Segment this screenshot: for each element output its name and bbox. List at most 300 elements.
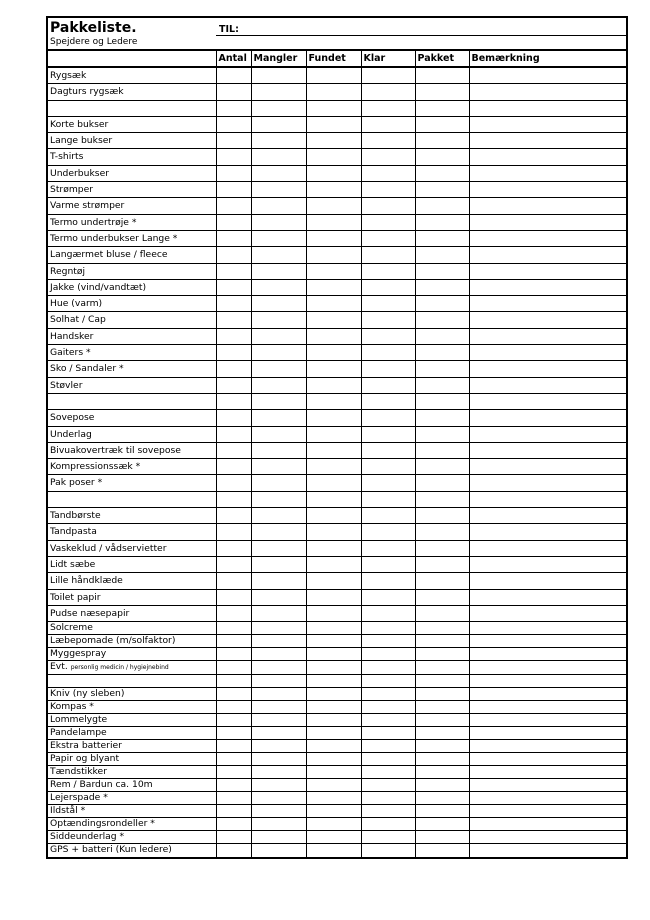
cell-antal[interactable] <box>216 792 251 805</box>
cell-bemaerkning[interactable] <box>469 377 626 393</box>
cell-bemaerkning[interactable] <box>469 165 626 181</box>
cell-pakket[interactable] <box>415 263 469 279</box>
cell-bemaerkning[interactable] <box>469 361 626 377</box>
cell-bemaerkning[interactable] <box>469 442 626 458</box>
cell-fundet[interactable] <box>306 701 361 714</box>
cell-antal[interactable] <box>216 508 251 524</box>
cell-antal[interactable] <box>216 675 251 688</box>
cell-mangler[interactable] <box>251 844 306 857</box>
cell-antal[interactable] <box>216 67 251 84</box>
cell-antal[interactable] <box>216 524 251 540</box>
cell-fundet[interactable] <box>306 279 361 295</box>
cell-fundet[interactable] <box>306 524 361 540</box>
cell-antal[interactable] <box>216 779 251 792</box>
cell-pakket[interactable] <box>415 818 469 831</box>
cell-antal[interactable] <box>216 688 251 701</box>
cell-klar[interactable] <box>361 247 415 263</box>
cell-antal[interactable] <box>216 753 251 766</box>
cell-bemaerkning[interactable] <box>469 540 626 556</box>
cell-antal[interactable] <box>216 605 251 621</box>
cell-mangler[interactable] <box>251 727 306 740</box>
cell-mangler[interactable] <box>251 805 306 818</box>
cell-pakket[interactable] <box>415 540 469 556</box>
cell-mangler[interactable] <box>251 753 306 766</box>
cell-pakket[interactable] <box>415 805 469 818</box>
cell-klar[interactable] <box>361 779 415 792</box>
cell-antal[interactable] <box>216 589 251 605</box>
cell-fundet[interactable] <box>306 198 361 214</box>
cell-bemaerkning[interactable] <box>469 661 626 675</box>
cell-fundet[interactable] <box>306 361 361 377</box>
cell-pakket[interactable] <box>415 475 469 491</box>
cell-klar[interactable] <box>361 377 415 393</box>
cell-fundet[interactable] <box>306 459 361 475</box>
cell-mangler[interactable] <box>251 508 306 524</box>
cell-mangler[interactable] <box>251 740 306 753</box>
cell-mangler[interactable] <box>251 491 306 507</box>
cell-mangler[interactable] <box>251 766 306 779</box>
cell-fundet[interactable] <box>306 491 361 507</box>
cell-pakket[interactable] <box>415 831 469 844</box>
cell-fundet[interactable] <box>306 230 361 246</box>
cell-klar[interactable] <box>361 182 415 198</box>
cell-antal[interactable] <box>216 84 251 100</box>
cell-klar[interactable] <box>361 426 415 442</box>
cell-klar[interactable] <box>361 508 415 524</box>
cell-bemaerkning[interactable] <box>469 714 626 727</box>
cell-pakket[interactable] <box>415 792 469 805</box>
cell-bemaerkning[interactable] <box>469 622 626 635</box>
cell-antal[interactable] <box>216 328 251 344</box>
cell-klar[interactable] <box>361 84 415 100</box>
cell-antal[interactable] <box>216 377 251 393</box>
cell-antal[interactable] <box>216 540 251 556</box>
cell-klar[interactable] <box>361 727 415 740</box>
cell-klar[interactable] <box>361 312 415 328</box>
cell-pakket[interactable] <box>415 844 469 857</box>
cell-pakket[interactable] <box>415 133 469 149</box>
cell-pakket[interactable] <box>415 393 469 409</box>
cell-klar[interactable] <box>361 701 415 714</box>
cell-bemaerkning[interactable] <box>469 766 626 779</box>
cell-klar[interactable] <box>361 844 415 857</box>
cell-bemaerkning[interactable] <box>469 805 626 818</box>
cell-antal[interactable] <box>216 635 251 648</box>
cell-bemaerkning[interactable] <box>469 792 626 805</box>
cell-antal[interactable] <box>216 230 251 246</box>
cell-mangler[interactable] <box>251 714 306 727</box>
cell-antal[interactable] <box>216 805 251 818</box>
cell-klar[interactable] <box>361 831 415 844</box>
cell-antal[interactable] <box>216 345 251 361</box>
cell-bemaerkning[interactable] <box>469 740 626 753</box>
cell-mangler[interactable] <box>251 149 306 165</box>
cell-bemaerkning[interactable] <box>469 182 626 198</box>
cell-fundet[interactable] <box>306 556 361 572</box>
cell-mangler[interactable] <box>251 214 306 230</box>
cell-pakket[interactable] <box>415 377 469 393</box>
cell-mangler[interactable] <box>251 688 306 701</box>
cell-klar[interactable] <box>361 328 415 344</box>
cell-pakket[interactable] <box>415 116 469 132</box>
cell-pakket[interactable] <box>415 491 469 507</box>
cell-pakket[interactable] <box>415 573 469 589</box>
cell-fundet[interactable] <box>306 508 361 524</box>
cell-pakket[interactable] <box>415 296 469 312</box>
cell-mangler[interactable] <box>251 393 306 409</box>
cell-mangler[interactable] <box>251 779 306 792</box>
cell-pakket[interactable] <box>415 442 469 458</box>
cell-antal[interactable] <box>216 556 251 572</box>
cell-antal[interactable] <box>216 247 251 263</box>
cell-klar[interactable] <box>361 805 415 818</box>
cell-fundet[interactable] <box>306 165 361 181</box>
cell-bemaerkning[interactable] <box>469 844 626 857</box>
cell-antal[interactable] <box>216 116 251 132</box>
cell-klar[interactable] <box>361 361 415 377</box>
cell-mangler[interactable] <box>251 540 306 556</box>
cell-klar[interactable] <box>361 133 415 149</box>
cell-bemaerkning[interactable] <box>469 648 626 661</box>
cell-antal[interactable] <box>216 844 251 857</box>
cell-klar[interactable] <box>361 116 415 132</box>
cell-antal[interactable] <box>216 296 251 312</box>
cell-antal[interactable] <box>216 648 251 661</box>
cell-mangler[interactable] <box>251 475 306 491</box>
cell-bemaerkning[interactable] <box>469 426 626 442</box>
cell-pakket[interactable] <box>415 149 469 165</box>
cell-fundet[interactable] <box>306 792 361 805</box>
cell-antal[interactable] <box>216 100 251 116</box>
cell-antal[interactable] <box>216 740 251 753</box>
cell-mangler[interactable] <box>251 296 306 312</box>
cell-pakket[interactable] <box>415 247 469 263</box>
cell-fundet[interactable] <box>306 831 361 844</box>
cell-fundet[interactable] <box>306 675 361 688</box>
cell-pakket[interactable] <box>415 740 469 753</box>
cell-mangler[interactable] <box>251 312 306 328</box>
cell-klar[interactable] <box>361 149 415 165</box>
cell-pakket[interactable] <box>415 556 469 572</box>
cell-pakket[interactable] <box>415 675 469 688</box>
cell-bemaerkning[interactable] <box>469 779 626 792</box>
cell-bemaerkning[interactable] <box>469 312 626 328</box>
cell-klar[interactable] <box>361 345 415 361</box>
cell-pakket[interactable] <box>415 214 469 230</box>
cell-klar[interactable] <box>361 296 415 312</box>
cell-fundet[interactable] <box>306 263 361 279</box>
cell-fundet[interactable] <box>306 247 361 263</box>
cell-fundet[interactable] <box>306 475 361 491</box>
cell-bemaerkning[interactable] <box>469 459 626 475</box>
cell-mangler[interactable] <box>251 605 306 621</box>
cell-bemaerkning[interactable] <box>469 589 626 605</box>
cell-bemaerkning[interactable] <box>469 727 626 740</box>
cell-klar[interactable] <box>361 279 415 295</box>
cell-bemaerkning[interactable] <box>469 214 626 230</box>
cell-fundet[interactable] <box>306 622 361 635</box>
cell-pakket[interactable] <box>415 100 469 116</box>
cell-mangler[interactable] <box>251 361 306 377</box>
cell-klar[interactable] <box>361 661 415 675</box>
cell-pakket[interactable] <box>415 182 469 198</box>
cell-pakket[interactable] <box>415 410 469 426</box>
cell-pakket[interactable] <box>415 279 469 295</box>
cell-bemaerkning[interactable] <box>469 635 626 648</box>
cell-bemaerkning[interactable] <box>469 508 626 524</box>
cell-pakket[interactable] <box>415 753 469 766</box>
cell-bemaerkning[interactable] <box>469 556 626 572</box>
cell-klar[interactable] <box>361 688 415 701</box>
cell-klar[interactable] <box>361 230 415 246</box>
cell-pakket[interactable] <box>415 688 469 701</box>
cell-fundet[interactable] <box>306 766 361 779</box>
cell-antal[interactable] <box>216 475 251 491</box>
cell-bemaerkning[interactable] <box>469 818 626 831</box>
cell-mangler[interactable] <box>251 67 306 84</box>
cell-klar[interactable] <box>361 393 415 409</box>
cell-mangler[interactable] <box>251 263 306 279</box>
cell-pakket[interactable] <box>415 524 469 540</box>
cell-pakket[interactable] <box>415 312 469 328</box>
cell-klar[interactable] <box>361 635 415 648</box>
cell-mangler[interactable] <box>251 230 306 246</box>
cell-klar[interactable] <box>361 475 415 491</box>
cell-fundet[interactable] <box>306 296 361 312</box>
cell-fundet[interactable] <box>306 100 361 116</box>
cell-pakket[interactable] <box>415 345 469 361</box>
cell-fundet[interactable] <box>306 805 361 818</box>
cell-bemaerkning[interactable] <box>469 198 626 214</box>
cell-bemaerkning[interactable] <box>469 149 626 165</box>
cell-bemaerkning[interactable] <box>469 605 626 621</box>
cell-mangler[interactable] <box>251 182 306 198</box>
cell-fundet[interactable] <box>306 393 361 409</box>
cell-bemaerkning[interactable] <box>469 100 626 116</box>
cell-klar[interactable] <box>361 589 415 605</box>
cell-antal[interactable] <box>216 661 251 675</box>
cell-fundet[interactable] <box>306 426 361 442</box>
cell-fundet[interactable] <box>306 740 361 753</box>
cell-klar[interactable] <box>361 410 415 426</box>
cell-fundet[interactable] <box>306 540 361 556</box>
cell-klar[interactable] <box>361 714 415 727</box>
cell-bemaerkning[interactable] <box>469 84 626 100</box>
cell-pakket[interactable] <box>415 648 469 661</box>
cell-bemaerkning[interactable] <box>469 247 626 263</box>
cell-klar[interactable] <box>361 198 415 214</box>
cell-fundet[interactable] <box>306 410 361 426</box>
cell-antal[interactable] <box>216 263 251 279</box>
cell-mangler[interactable] <box>251 133 306 149</box>
cell-bemaerkning[interactable] <box>469 393 626 409</box>
cell-fundet[interactable] <box>306 714 361 727</box>
cell-klar[interactable] <box>361 459 415 475</box>
cell-klar[interactable] <box>361 675 415 688</box>
cell-bemaerkning[interactable] <box>469 573 626 589</box>
cell-antal[interactable] <box>216 182 251 198</box>
cell-fundet[interactable] <box>306 345 361 361</box>
cell-bemaerkning[interactable] <box>469 475 626 491</box>
cell-bemaerkning[interactable] <box>469 345 626 361</box>
cell-mangler[interactable] <box>251 524 306 540</box>
cell-mangler[interactable] <box>251 459 306 475</box>
cell-antal[interactable] <box>216 727 251 740</box>
cell-klar[interactable] <box>361 573 415 589</box>
cell-bemaerkning[interactable] <box>469 701 626 714</box>
cell-mangler[interactable] <box>251 648 306 661</box>
cell-bemaerkning[interactable] <box>469 410 626 426</box>
cell-mangler[interactable] <box>251 198 306 214</box>
cell-mangler[interactable] <box>251 84 306 100</box>
cell-mangler[interactable] <box>251 661 306 675</box>
cell-antal[interactable] <box>216 818 251 831</box>
cell-pakket[interactable] <box>415 198 469 214</box>
cell-fundet[interactable] <box>306 312 361 328</box>
cell-antal[interactable] <box>216 426 251 442</box>
cell-pakket[interactable] <box>415 605 469 621</box>
cell-fundet[interactable] <box>306 149 361 165</box>
cell-bemaerkning[interactable] <box>469 524 626 540</box>
cell-fundet[interactable] <box>306 214 361 230</box>
cell-klar[interactable] <box>361 622 415 635</box>
cell-klar[interactable] <box>361 442 415 458</box>
cell-klar[interactable] <box>361 263 415 279</box>
cell-antal[interactable] <box>216 214 251 230</box>
cell-mangler[interactable] <box>251 165 306 181</box>
cell-antal[interactable] <box>216 622 251 635</box>
cell-fundet[interactable] <box>306 182 361 198</box>
cell-klar[interactable] <box>361 540 415 556</box>
cell-bemaerkning[interactable] <box>469 279 626 295</box>
cell-antal[interactable] <box>216 198 251 214</box>
cell-klar[interactable] <box>361 524 415 540</box>
cell-pakket[interactable] <box>415 766 469 779</box>
cell-klar[interactable] <box>361 605 415 621</box>
cell-antal[interactable] <box>216 442 251 458</box>
cell-klar[interactable] <box>361 648 415 661</box>
cell-antal[interactable] <box>216 831 251 844</box>
cell-pakket[interactable] <box>415 635 469 648</box>
cell-pakket[interactable] <box>415 165 469 181</box>
cell-klar[interactable] <box>361 766 415 779</box>
cell-bemaerkning[interactable] <box>469 133 626 149</box>
cell-mangler[interactable] <box>251 116 306 132</box>
cell-antal[interactable] <box>216 279 251 295</box>
cell-bemaerkning[interactable] <box>469 230 626 246</box>
cell-mangler[interactable] <box>251 377 306 393</box>
cell-mangler[interactable] <box>251 635 306 648</box>
cell-pakket[interactable] <box>415 67 469 84</box>
cell-bemaerkning[interactable] <box>469 67 626 84</box>
cell-pakket[interactable] <box>415 426 469 442</box>
cell-bemaerkning[interactable] <box>469 328 626 344</box>
cell-klar[interactable] <box>361 556 415 572</box>
cell-mangler[interactable] <box>251 328 306 344</box>
cell-antal[interactable] <box>216 149 251 165</box>
cell-bemaerkning[interactable] <box>469 675 626 688</box>
cell-mangler[interactable] <box>251 701 306 714</box>
cell-mangler[interactable] <box>251 556 306 572</box>
cell-fundet[interactable] <box>306 648 361 661</box>
cell-mangler[interactable] <box>251 818 306 831</box>
cell-pakket[interactable] <box>415 589 469 605</box>
cell-fundet[interactable] <box>306 573 361 589</box>
cell-bemaerkning[interactable] <box>469 753 626 766</box>
cell-fundet[interactable] <box>306 116 361 132</box>
cell-fundet[interactable] <box>306 84 361 100</box>
cell-bemaerkning[interactable] <box>469 491 626 507</box>
cell-mangler[interactable] <box>251 279 306 295</box>
cell-pakket[interactable] <box>415 361 469 377</box>
cell-pakket[interactable] <box>415 701 469 714</box>
cell-mangler[interactable] <box>251 100 306 116</box>
cell-klar[interactable] <box>361 818 415 831</box>
cell-fundet[interactable] <box>306 779 361 792</box>
cell-pakket[interactable] <box>415 779 469 792</box>
cell-antal[interactable] <box>216 361 251 377</box>
cell-antal[interactable] <box>216 393 251 409</box>
cell-pakket[interactable] <box>415 459 469 475</box>
cell-klar[interactable] <box>361 753 415 766</box>
cell-klar[interactable] <box>361 740 415 753</box>
cell-fundet[interactable] <box>306 377 361 393</box>
cell-fundet[interactable] <box>306 844 361 857</box>
cell-antal[interactable] <box>216 410 251 426</box>
cell-fundet[interactable] <box>306 727 361 740</box>
cell-pakket[interactable] <box>415 622 469 635</box>
cell-antal[interactable] <box>216 701 251 714</box>
cell-mangler[interactable] <box>251 345 306 361</box>
cell-klar[interactable] <box>361 165 415 181</box>
cell-pakket[interactable] <box>415 508 469 524</box>
cell-bemaerkning[interactable] <box>469 831 626 844</box>
cell-antal[interactable] <box>216 491 251 507</box>
recipient-field[interactable] <box>216 18 626 36</box>
cell-mangler[interactable] <box>251 573 306 589</box>
cell-klar[interactable] <box>361 792 415 805</box>
cell-bemaerkning[interactable] <box>469 116 626 132</box>
cell-pakket[interactable] <box>415 714 469 727</box>
cell-mangler[interactable] <box>251 792 306 805</box>
cell-bemaerkning[interactable] <box>469 296 626 312</box>
cell-mangler[interactable] <box>251 442 306 458</box>
cell-antal[interactable] <box>216 573 251 589</box>
cell-fundet[interactable] <box>306 605 361 621</box>
cell-antal[interactable] <box>216 459 251 475</box>
cell-antal[interactable] <box>216 165 251 181</box>
cell-mangler[interactable] <box>251 589 306 605</box>
cell-fundet[interactable] <box>306 818 361 831</box>
cell-antal[interactable] <box>216 766 251 779</box>
cell-antal[interactable] <box>216 714 251 727</box>
cell-pakket[interactable] <box>415 84 469 100</box>
cell-fundet[interactable] <box>306 753 361 766</box>
cell-mangler[interactable] <box>251 426 306 442</box>
cell-antal[interactable] <box>216 133 251 149</box>
cell-mangler[interactable] <box>251 247 306 263</box>
cell-pakket[interactable] <box>415 328 469 344</box>
cell-klar[interactable] <box>361 100 415 116</box>
cell-pakket[interactable] <box>415 230 469 246</box>
cell-fundet[interactable] <box>306 688 361 701</box>
cell-klar[interactable] <box>361 67 415 84</box>
cell-mangler[interactable] <box>251 675 306 688</box>
cell-fundet[interactable] <box>306 67 361 84</box>
cell-mangler[interactable] <box>251 622 306 635</box>
cell-antal[interactable] <box>216 312 251 328</box>
cell-klar[interactable] <box>361 214 415 230</box>
